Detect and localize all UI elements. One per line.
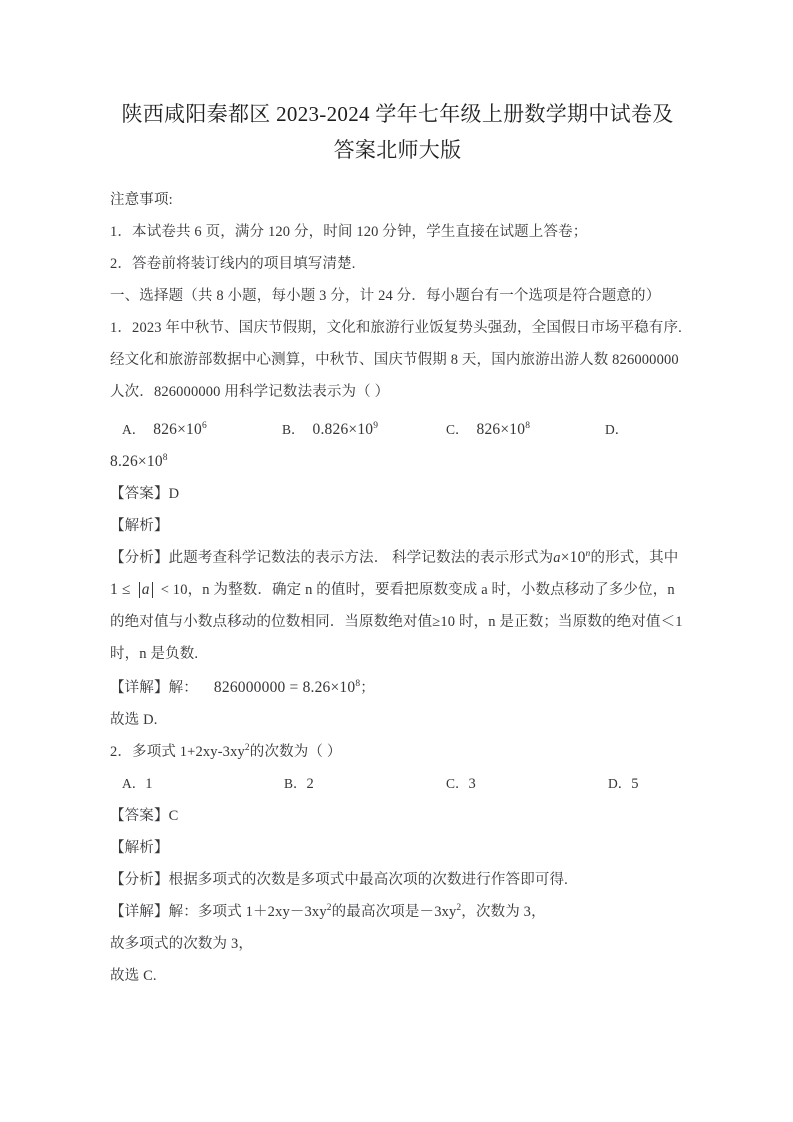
question-1-analysis-line-4: 时，n 是负数. xyxy=(110,646,199,662)
answer-value: C xyxy=(168,808,179,824)
detail-equation-suffix: ； xyxy=(360,680,375,696)
detail-text-post: ，次数为 3， xyxy=(461,904,546,920)
analysis-absolute-value: a xyxy=(139,582,153,598)
analysis-math-power: $\times 10^n$ xyxy=(560,548,591,566)
answer-value: D xyxy=(168,486,180,502)
detail-text-mid: 的最高次项是－3xy xyxy=(331,904,457,920)
analysis-inequality-left: 1 ≤ xyxy=(110,581,131,598)
question-1-conclusion: 故选 D. xyxy=(110,712,158,728)
option-a-label: A． xyxy=(122,776,146,791)
option-c-label: C． xyxy=(446,776,469,791)
option-b-value: 2 xyxy=(306,776,314,792)
question-1-option-d[interactable] xyxy=(605,414,628,446)
option-a-exponent: 6 xyxy=(201,420,207,431)
analysis-label: 【分析】 xyxy=(110,550,169,566)
question-1-option-c[interactable] xyxy=(446,414,530,446)
answer-label: 【答案】 xyxy=(110,486,169,502)
question-1-stem-line-1: 1．2023 年中秋节、国庆节假期，文化和旅游行业饭复势头强劲，全国假日市场平稳有序. xyxy=(110,320,682,336)
option-d-exponent: 8 xyxy=(162,452,168,463)
option-d-value: 5 xyxy=(631,776,639,792)
option-c-exponent: 8 xyxy=(525,420,531,431)
document-content xyxy=(110,96,685,992)
question-1-options xyxy=(110,414,685,446)
detail-solve-word: 解： xyxy=(168,680,198,696)
analysis-text-mid: < 10，n 为整数．确定 n 的值时，要看把原数变成 a 时，小数点移动了多少位，n xyxy=(160,582,675,598)
option-a-label: A． xyxy=(122,422,146,437)
question-2-detail xyxy=(110,896,685,928)
option-a-value: 1 xyxy=(145,776,153,792)
notice-heading: 注意事项: xyxy=(110,192,173,208)
page-title-line-1: 陕西咸阳秦都区 2023-2024 学年七年级上册数学期中试卷及 xyxy=(121,102,674,126)
option-b-exponent: 9 xyxy=(373,420,379,431)
question-2-option-c[interactable] xyxy=(446,768,476,800)
question-2-stem-exponent: 2 xyxy=(244,743,250,754)
section-heading-choice: 一、选择题（共 8 小题，每小题 3 分，计 24 分．每小题台有一个选项是符合题意的） xyxy=(110,288,661,304)
option-d-label: D． xyxy=(605,422,629,437)
analysis-text-post: 的形式，其中 xyxy=(590,550,679,566)
answer-label: 【答案】 xyxy=(110,808,169,824)
question-1-option-d-wrapped-value xyxy=(110,446,685,478)
question-2-stem xyxy=(110,736,685,768)
question-2-degree-line: 故多项式的次数为 3， xyxy=(110,936,254,952)
question-2-answer xyxy=(110,800,685,832)
question-1-explain-label: 【解析】 xyxy=(110,518,169,534)
question-1-stem-line-2: 经文化和旅游部数据中心测算，中秋节、国庆节假期 8 天，国内旅游出游人数 826000000 xyxy=(110,352,679,368)
question-1-analysis-line-3: 的绝对值与小数点移动的位数相同．当原数绝对值≥10 时，n 是正数；当原数的绝对值＜1 xyxy=(110,614,683,630)
question-1-option-a[interactable] xyxy=(122,414,207,446)
option-b-value: $0.826\times 10^9$ xyxy=(312,420,379,438)
question-2-stem-post: 的次数为（ ） xyxy=(249,744,342,760)
question-2-conclusion: 故选 C. xyxy=(110,968,157,984)
question-1-option-b[interactable] xyxy=(282,414,378,446)
question-2-option-b[interactable] xyxy=(284,768,314,800)
question-1-analysis-line-1 xyxy=(110,542,685,574)
option-d-label: D． xyxy=(608,776,632,791)
question-1-detail xyxy=(110,672,685,704)
detail-text-pre: 解：多项式 1＋2xy－3xy xyxy=(168,904,327,920)
analysis-math-exponent: n xyxy=(585,548,591,559)
detail-label: 【详解】 xyxy=(110,680,169,696)
notice-item-1: 1．本试卷共 6 页，满分 120 分，时间 120 分钟，学生直接在试题上答卷； xyxy=(110,224,588,240)
question-1-stem-line-3: 人次．826000000 用科学记数法表示为（ ） xyxy=(110,384,390,400)
analysis-math-a: a xyxy=(553,550,561,566)
option-b-label: B． xyxy=(284,776,307,791)
option-c-value: $826\times 10^8$ xyxy=(476,420,531,438)
option-c-value: 3 xyxy=(468,776,476,792)
analysis-text-pre: 此题考查科学记数法的表示方法． 科学记数法的表示形式为 xyxy=(168,550,554,566)
detail-exponent-1: 2 xyxy=(326,903,332,914)
detail-exponent-2: 2 xyxy=(456,903,462,914)
question-2-stem-pre: 2．多项式 1+2xy‑3xy xyxy=(110,744,245,760)
option-b-label: B． xyxy=(282,422,305,437)
detail-equation: $826000000 = 8.26\times 10^8$ xyxy=(213,678,361,696)
option-d-value: $8.26\times 10^8$ xyxy=(110,452,168,470)
option-a-value: $826\times 10^6$ xyxy=(153,420,207,438)
question-2-option-a[interactable] xyxy=(122,768,153,800)
notice-item-2: 2．答卷前将装订线内的项目填写清楚. xyxy=(110,256,356,272)
question-1-analysis-line-2 xyxy=(110,574,685,606)
analysis-label: 【分析】 xyxy=(110,872,169,888)
option-c-label: C． xyxy=(446,422,469,437)
question-2-analysis xyxy=(110,864,685,896)
question-2-options xyxy=(110,768,685,800)
detail-label: 【详解】 xyxy=(110,904,169,920)
page-title-line-2: 答案北师大版 xyxy=(333,138,462,162)
page-title xyxy=(110,96,685,168)
analysis-text: 根据多项式的次数是多项式中最高次项的次数进行作答即可得. xyxy=(168,872,568,888)
question-2-explain-label: 【解析】 xyxy=(110,840,169,856)
detail-equation-exponent: 8 xyxy=(355,678,361,689)
question-2-option-d[interactable] xyxy=(608,768,639,800)
question-1-answer xyxy=(110,478,685,510)
